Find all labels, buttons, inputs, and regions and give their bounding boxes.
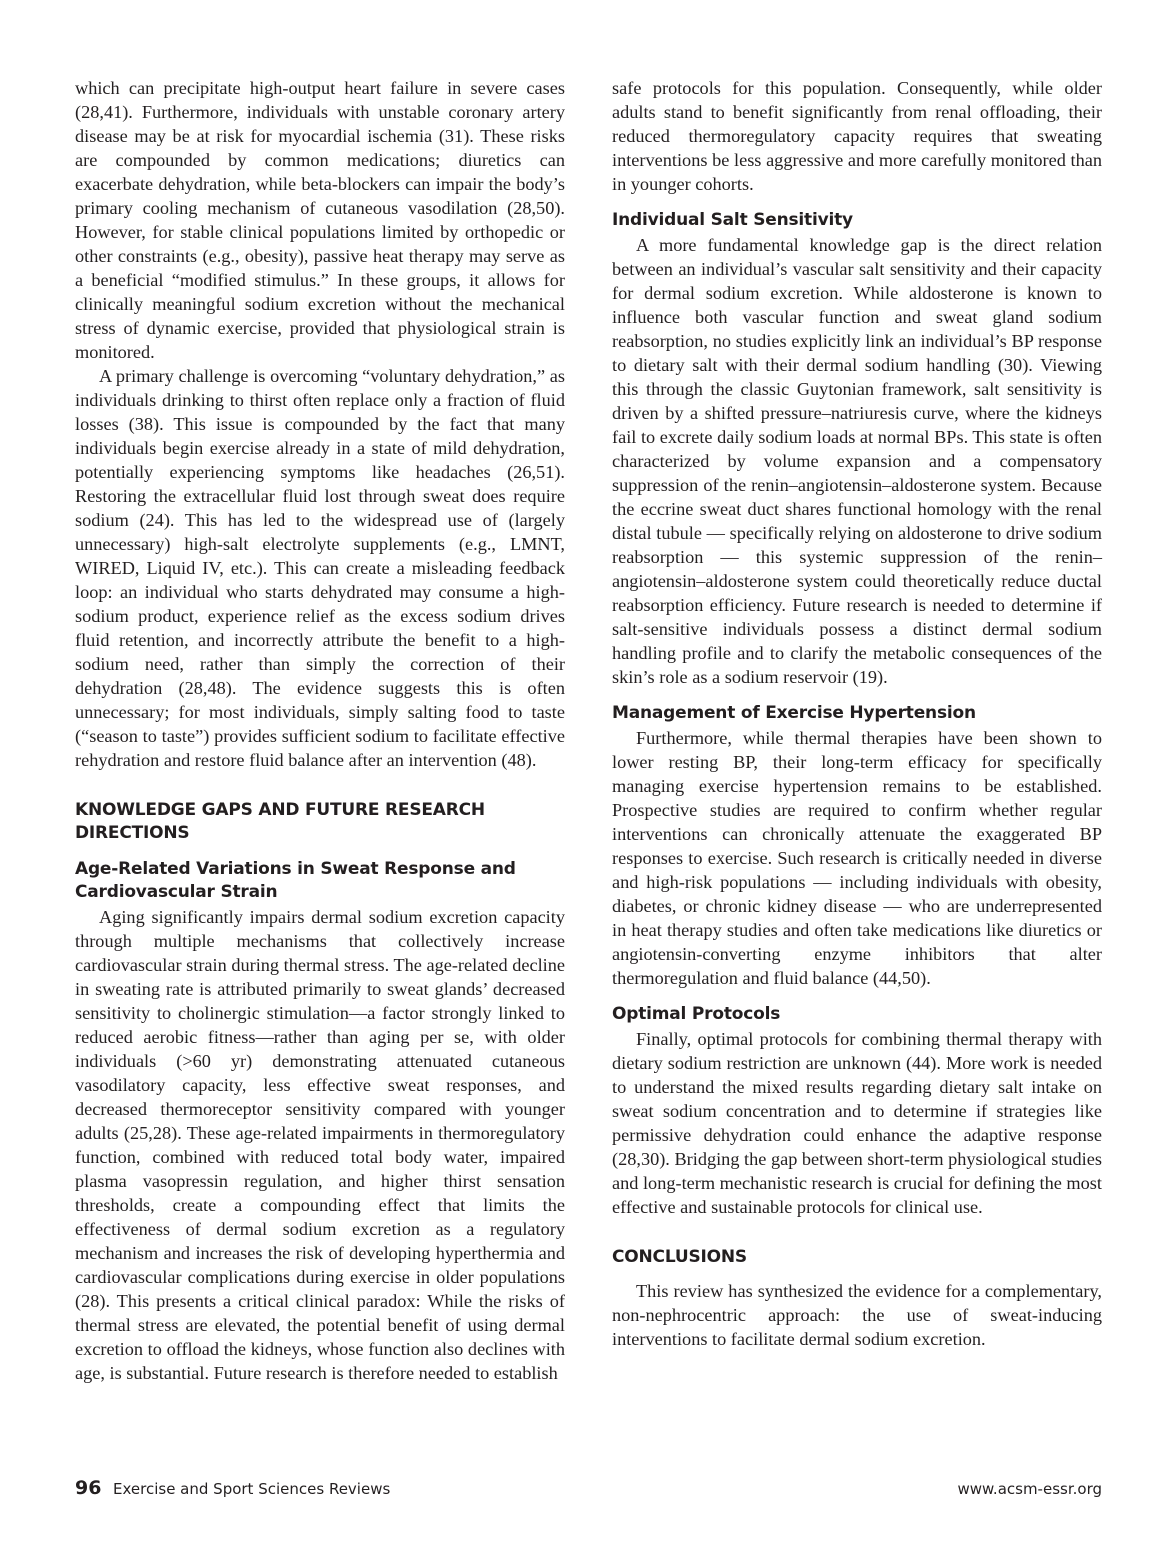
journal-website-link[interactable]: www.acsm-essr.org xyxy=(957,1480,1102,1498)
journal-name: Exercise and Sport Sciences Reviews xyxy=(113,1480,391,1498)
body-paragraph: A primary challenge is overcoming “voluntary dehydration,” as individuals drinking to thirst often replace only a fraction of fluid losses (38). This issue is compounded by the fact that many individuals begin exercise already in a state of mild dehydration, potentially experiencing symptoms like headaches (26,51). Restoring the extracellular fluid lost through sweat does require sodium (24). This has led to the widespread use of (largely unnecessary) high-salt electrolyte supplements (e.g., LMNT, WIRED, Liquid IV, etc.). This can create a misleading feedback loop: an individual who starts dehydrated may consume a high-sodium product, experience relief as the excess sodium drives fluid retention, and incorrectly attribute the benefit to a high-sodium need, rather than simply the correction of their dehydration (28,48). The evidence suggests this is often unnecessary; for most individuals, simply salting food to taste (“season to taste”) provides sufficient sodium to facilitate effective rehydration and restore fluid balance after an intervention (48). xyxy=(75,366,565,770)
subsection-heading: Age-Related Variations in Sweat Response and Cardiovascular Strain xyxy=(75,859,516,902)
body-paragraph: A more fundamental knowledge gap is the direct relation between an individual’s vascular salt sensitivity and their capacity for dermal sodium excretion. While aldosterone is known to influence both vascular function and sweat gland sodium reabsorption, no studies explicitly link an individual’s BP response to dietary salt with their dermal sodium handling (30). Viewing this through the classic Guytonian framework, salt sensitivity is driven by a shifted pressure–natriuresis curve, where the kidneys fail to excrete daily sodium loads at normal BPs. This state is often characterized by volume expansion and a compensatory suppression of the renin–angiotensin–aldosterone system. Because the eccrine sweat duct shares functional homology with the renal distal tubule — specifically relying on aldosterone to drive sodium reabsorption — this systemic suppression of the renin–angiotensin–aldosterone system could theoretically reduce ductal reabsorption efficiency. Future research is needed to determine if salt-sensitive individuals possess a distinct dermal sodium handling profile and to clarify the metabolic consequences of the skin’s role as a sodium reservoir (19). xyxy=(612,235,1102,687)
body-paragraph: which can precipitate high-output heart failure in severe cases (28,41). Furthermore, individuals with unstable coronary artery disease may be at risk for myocardial ischemia (31). These risks are compounded by common medications; diuretics can exacerbate dehydration, while beta-blockers can impair the body’s primary cooling mechanism of cutaneous vasodilation (28,50). However, for stable clinical populations limited by orthopedic or other constraints (e.g., obesity), passive heat therapy may serve as a beneficial “modified stimulus.” In these groups, it allows for clinically meaningful sodium excretion without the mechanical stress of dynamic exercise, provided that physiological strain is monitored. xyxy=(75,78,565,362)
body-paragraph: safe protocols for this population. Consequently, while older adults stand to benefit significantly from renal offloading, their reduced thermoregulatory capacity requires that sweating interventions be less aggressive and more carefully monitored than in younger cohorts. xyxy=(612,78,1102,194)
subsection-heading: Optimal Protocols xyxy=(612,1004,781,1024)
body-paragraph: Finally, optimal protocols for combining thermal therapy with dietary sodium restriction are unknown (44). More work is needed to understand the mixed results regarding dietary salt intake on sweat sodium concentration and to determine if strategies like permissive dehydration could enhance the adaptive response (28,30). Bridging the gap between short-term physiological studies and long-term mechanistic research is crucial for defining the most effective and sustainable protocols for clinical use. xyxy=(612,1029,1102,1217)
section-heading: CONCLUSIONS xyxy=(612,1247,747,1267)
body-paragraph: Furthermore, while thermal therapies have been shown to lower resting BP, their long-term efficacy for specifically managing exercise hypertension remains to be established. Prospective studies are required to confirm whether regular interventions can chronically attenuate the exaggerated BP responses to exercise. Such research is critically needed in diverse and high-risk populations — including individuals with obesity, diabetes, or chronic kidney disease — who are underrepresented in heat therapy studies and often take medications like diuretics or angiotensin-converting enzyme inhibitors that alter thermoregulation and fluid balance (44,50). xyxy=(612,728,1102,988)
left-column xyxy=(75,76,565,1385)
right-column xyxy=(612,76,1102,1351)
subsection-heading: Individual Salt Sensitivity xyxy=(612,210,853,230)
page-footer xyxy=(75,1477,1102,1503)
body-paragraph: Aging significantly impairs dermal sodium excretion capacity through multiple mechanisms that collectively increase cardiovascular strain during thermal stress. The age-related decline in sweating rate is attributed primarily to sweat glands’ decreased sensitivity to cholinergic stimulation—a factor strongly linked to reduced aerobic fitness—rather than aging per se, with older individuals (>60 yr) demonstrating attenuated cutaneous vasodilatory capacity, less effective sweat responses, and decreased thermoreceptor sensitivity compared with younger adults (25,28). These age-related impairments in thermoregulatory function, combined with reduced total body water, impaired plasma vasopressin regulation, and higher thirst sensation thresholds, create a compounding effect that limits the effectiveness of dermal sodium excretion as a regulatory mechanism and increases the risk of developing hyperthermia and cardiovascular complications during exercise in older populations (28). This presents a critical clinical paradox: While the risks of thermal stress are elevated, the potential benefit of using dermal excretion to offload the kidneys, whose function also declines with age, is substantial. Future research is therefore needed to establish xyxy=(75,907,566,1383)
page-number: 96 xyxy=(75,1477,102,1499)
body-paragraph: This review has synthesized the evidence for a complementary, non-nephrocentric approach: the use of sweat-inducing interventions to facilitate dermal sodium excretion. xyxy=(612,1281,1102,1349)
section-heading: KNOWLEDGE GAPS AND FUTURE RESEARCH DIRECTIONS xyxy=(75,800,485,843)
subsection-heading: Management of Exercise Hypertension xyxy=(612,703,976,723)
